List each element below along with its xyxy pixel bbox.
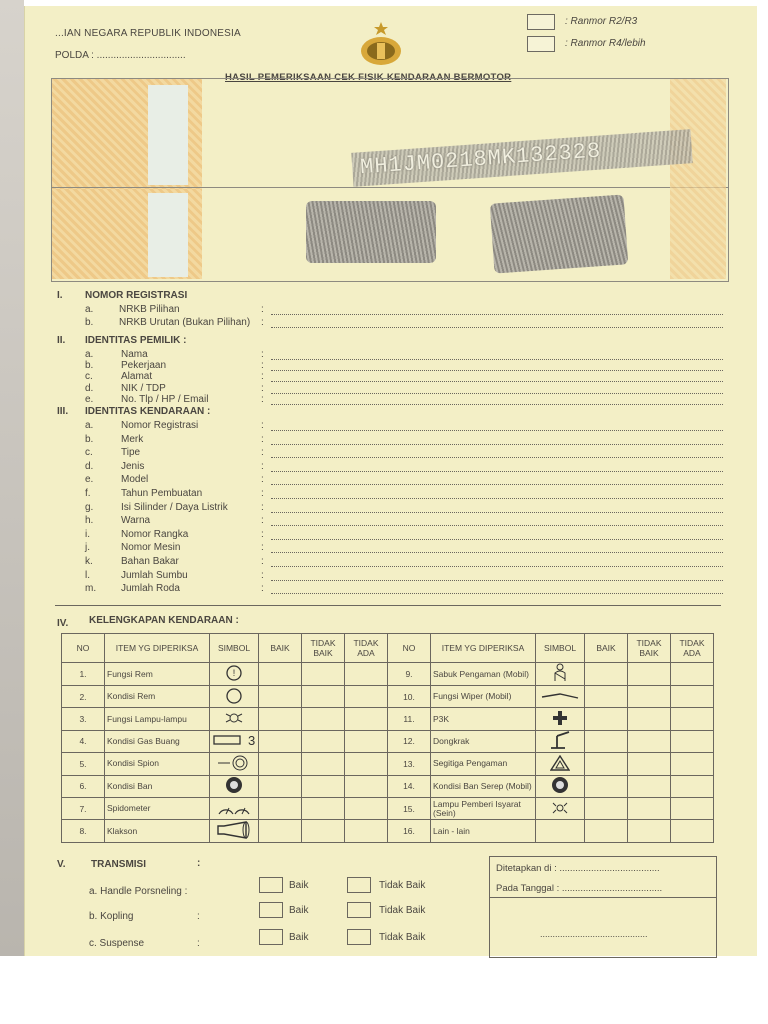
spion-icon xyxy=(210,753,259,775)
row-tidak-baik-cell[interactable] xyxy=(302,730,345,752)
section-1-title: NOMOR REGISTRASI xyxy=(85,290,188,301)
table-row xyxy=(62,686,714,708)
row-baik-cell[interactable] xyxy=(585,753,628,775)
row-tidak-baik-cell[interactable] xyxy=(302,708,345,730)
polda-field: POLDA : ................................ xyxy=(55,50,186,61)
s3-item-colon: : xyxy=(261,488,264,499)
header-item: ITEM YG DIPERIKSA xyxy=(105,634,210,663)
row-tidak-ada-cell[interactable] xyxy=(671,753,714,775)
row-no: 7. xyxy=(62,797,105,819)
row-baik-cell[interactable] xyxy=(585,730,628,752)
s2-item-field[interactable] xyxy=(271,404,723,405)
row-tidak-ada-cell[interactable] xyxy=(345,663,388,686)
s2-item-letter: d. xyxy=(85,382,94,394)
ban-icon xyxy=(210,775,259,797)
row-tidak-ada-cell[interactable] xyxy=(345,753,388,775)
ban-icon xyxy=(536,775,585,797)
empty-icon xyxy=(536,820,585,842)
s2-item-colon: : xyxy=(261,349,264,360)
row-baik-cell[interactable] xyxy=(259,663,302,686)
s3-item-field[interactable] xyxy=(271,566,723,567)
table-row xyxy=(62,797,714,819)
s3-item-label: Tipe xyxy=(121,447,141,459)
s3-item-letter: d. xyxy=(85,460,94,472)
header-symbol-2: SIMBOL xyxy=(536,634,585,663)
s3-item-label: Jenis xyxy=(121,460,145,472)
row-tidak-baik-cell[interactable] xyxy=(628,753,671,775)
row-no: 8. xyxy=(62,820,105,842)
header-symbol: SIMBOL xyxy=(210,634,259,663)
row-baik-cell[interactable] xyxy=(585,775,628,797)
row-tidak-baik-cell[interactable] xyxy=(302,797,345,819)
s3-item-field[interactable] xyxy=(271,580,723,581)
s3-item-colon: : xyxy=(261,474,264,486)
row-item: Kondisi Gas Buang xyxy=(105,730,210,752)
s3-item-label: Nomor Mesin xyxy=(121,542,181,554)
section-1-number: I. xyxy=(57,290,63,301)
row-baik-cell[interactable] xyxy=(585,708,628,730)
svg-text:3: 3 xyxy=(248,733,256,749)
tidak-baik-checkbox[interactable] xyxy=(347,929,371,945)
s2-item-field[interactable] xyxy=(271,381,723,382)
row-item: Kondisi Spion xyxy=(105,753,210,775)
row-item: Segitiga Pengaman xyxy=(431,753,536,775)
s3-item-label: Jumlah Sumbu xyxy=(121,569,188,581)
s3-item-field[interactable] xyxy=(271,471,723,472)
row-item: P3K xyxy=(431,708,536,730)
section-5-colon: : xyxy=(197,858,201,869)
s2-item-letter: a. xyxy=(85,349,94,360)
row-no: 6. xyxy=(62,775,105,797)
gas-icon xyxy=(210,730,259,752)
signature-line: ........................................... xyxy=(540,929,648,939)
row-baik-cell[interactable] xyxy=(259,753,302,775)
section-4-title: KELENGKAPAN KENDARAAN : xyxy=(89,615,239,626)
row-tidak-ada-cell[interactable] xyxy=(671,708,714,730)
s2-item-label: Pekerjaan xyxy=(121,360,167,372)
row-tidak-baik-cell[interactable] xyxy=(302,663,345,686)
section-5-title: TRANSMISI xyxy=(91,859,146,870)
s1-item-letter: a. xyxy=(85,304,94,315)
s3-item-colon: : xyxy=(261,556,264,567)
transmisi-item-label: b. Kopling xyxy=(89,911,134,922)
signature-divider xyxy=(490,897,716,898)
row-no: 16. xyxy=(388,820,431,842)
baik-label: Baik xyxy=(289,905,309,916)
s2-item-letter: b. xyxy=(85,360,94,372)
section-3-number: III. xyxy=(57,406,69,417)
row-tidak-ada-cell[interactable] xyxy=(345,686,388,708)
transmisi-item-colon: : xyxy=(197,911,200,922)
row-tidak-baik-cell[interactable] xyxy=(302,753,345,775)
row-no: 9. xyxy=(388,663,431,686)
s3-item-field[interactable] xyxy=(271,430,723,431)
transmisi-item-colon: : xyxy=(197,938,200,949)
table-row xyxy=(62,663,714,686)
s3-item-letter: g. xyxy=(85,501,94,513)
s3-item-field[interactable] xyxy=(271,552,723,553)
header-tidak-ada: TIDAK ADA xyxy=(345,634,388,663)
s2-item-label: NIK / TDP xyxy=(121,382,166,394)
s3-item-letter: k. xyxy=(85,556,93,567)
org-name: ...IAN NEGARA REPUBLIK INDONESIA xyxy=(55,28,241,39)
spido-icon xyxy=(210,797,259,819)
p3k-icon xyxy=(536,708,585,730)
baik-checkbox[interactable] xyxy=(259,929,283,945)
s3-item-label: Model xyxy=(121,474,149,486)
s3-item-field[interactable] xyxy=(271,539,723,540)
row-no: 10. xyxy=(388,686,431,708)
table-header-row xyxy=(62,634,714,663)
engine-number-rubbing-1 xyxy=(306,201,436,263)
row-baik-cell[interactable] xyxy=(585,663,628,686)
s3-item-field[interactable] xyxy=(271,444,723,445)
frame-number-rubbing xyxy=(351,129,693,187)
tanggal-field: Pada Tanggal : ...................................... xyxy=(496,883,663,894)
row-tidak-ada-cell[interactable] xyxy=(671,663,714,686)
row-no: 14. xyxy=(388,775,431,797)
s2-item-label: Nama xyxy=(121,349,148,360)
s2-item-letter: c. xyxy=(85,371,93,383)
s3-item-colon: : xyxy=(261,433,264,445)
svg-text:!: ! xyxy=(232,668,236,678)
row-tidak-ada-cell[interactable] xyxy=(671,797,714,819)
row-tidak-ada-cell[interactable] xyxy=(345,775,388,797)
lampu-icon xyxy=(210,708,259,730)
s2-item-label: Alamat xyxy=(121,371,153,383)
header-baik: BAIK xyxy=(259,634,302,663)
row-no: 11. xyxy=(388,708,431,730)
tidak-baik-label: Tidak Baik xyxy=(379,905,426,916)
s3-item-label: Warna xyxy=(121,515,151,527)
wiper-icon xyxy=(536,686,585,708)
s1-item-colon: : xyxy=(261,304,264,315)
s3-item-colon: : xyxy=(261,447,264,459)
table-row xyxy=(62,753,714,775)
ranmor-r2-checkbox[interactable] xyxy=(527,14,555,30)
row-tidak-baik-cell[interactable] xyxy=(628,730,671,752)
row-no: 3. xyxy=(62,708,105,730)
segitiga-icon xyxy=(536,753,585,775)
row-item: Kondisi Rem xyxy=(105,686,210,708)
row-item: Fungsi Rem xyxy=(105,663,210,686)
s3-item-field[interactable] xyxy=(271,512,723,513)
baik-checkbox[interactable] xyxy=(259,902,283,918)
row-no: 4. xyxy=(62,730,105,752)
ranmor-r4-checkbox[interactable] xyxy=(527,36,555,52)
row-no: 15. xyxy=(388,797,431,819)
row-baik-cell[interactable] xyxy=(259,730,302,752)
row-baik-cell[interactable] xyxy=(259,797,302,819)
row-baik-cell[interactable] xyxy=(259,820,302,842)
document-page xyxy=(24,6,757,956)
row-tidak-baik-cell[interactable] xyxy=(302,820,345,842)
s3-item-label: Bahan Bakar xyxy=(121,556,179,567)
s2-item-field[interactable] xyxy=(271,393,723,394)
rem-icon xyxy=(210,663,259,686)
s1-item-field[interactable] xyxy=(271,314,723,315)
tidak-baik-label: Tidak Baik xyxy=(379,880,426,891)
s3-item-colon: : xyxy=(261,420,264,431)
row-item: Klakson xyxy=(105,820,210,842)
s3-item-field[interactable] xyxy=(271,525,723,526)
s3-item-colon: : xyxy=(261,583,264,595)
security-pattern-right xyxy=(670,79,726,279)
row-no: 2. xyxy=(62,686,105,708)
row-tidak-baik-cell[interactable] xyxy=(628,663,671,686)
row-item: Lain - lain xyxy=(431,820,536,842)
row-item: Dongkrak xyxy=(431,730,536,752)
tidak-baik-label: Tidak Baik xyxy=(379,932,426,943)
row-tidak-baik-cell[interactable] xyxy=(628,820,671,842)
transmisi-item-label: a. Handle Porsneling : xyxy=(89,886,188,897)
sabuk-icon xyxy=(536,663,585,686)
table-row xyxy=(62,775,714,797)
s3-item-field[interactable] xyxy=(271,457,723,458)
s2-item-label: No. Tlp / HP / Email xyxy=(121,393,209,405)
s3-item-colon: : xyxy=(261,501,264,513)
sein-icon xyxy=(536,797,585,819)
transmisi-item-label: c. Suspense xyxy=(89,938,145,949)
section-4-number: IV. xyxy=(57,618,69,629)
s2-item-letter: e. xyxy=(85,393,94,405)
s3-item-letter: c. xyxy=(85,447,93,459)
s3-item-colon: : xyxy=(261,569,264,581)
s2-item-colon: : xyxy=(261,371,264,383)
row-tidak-baik-cell[interactable] xyxy=(628,797,671,819)
hologram-strip xyxy=(148,85,188,185)
row-tidak-ada-cell[interactable] xyxy=(345,797,388,819)
row-no: 13. xyxy=(388,753,431,775)
s2-item-field[interactable] xyxy=(271,370,723,371)
row-baik-cell[interactable] xyxy=(585,820,628,842)
header-no: NO xyxy=(62,634,105,663)
hologram-strip-2 xyxy=(148,193,188,277)
row-baik-cell[interactable] xyxy=(585,797,628,819)
s3-item-colon: : xyxy=(261,528,264,540)
s3-item-letter: b. xyxy=(85,433,94,445)
row-tidak-baik-cell[interactable] xyxy=(302,686,345,708)
row-item: Fungsi Lampu-lampu xyxy=(105,708,210,730)
s3-item-letter: m. xyxy=(85,583,97,595)
row-item: Fungsi Wiper (Mobil) xyxy=(431,686,536,708)
form-title: HASIL PEMERIKSAAN CEK FISIK KENDARAAN BERMOTOR xyxy=(225,72,512,83)
s1-item-label: NRKB Urutan (Bukan Pilihan) xyxy=(119,317,251,328)
row-tidak-baik-cell[interactable] xyxy=(628,775,671,797)
engine-number-rubbing-2 xyxy=(490,194,629,273)
s2-item-colon: : xyxy=(261,393,264,405)
s3-item-letter: f. xyxy=(85,488,91,499)
s3-item-label: Nomor Registrasi xyxy=(121,420,199,431)
header-no-2: NO xyxy=(388,634,431,663)
s3-item-letter: j. xyxy=(85,542,90,554)
police-emblem-icon xyxy=(355,20,407,68)
row-baik-cell[interactable] xyxy=(259,686,302,708)
row-tidak-baik-cell[interactable] xyxy=(302,775,345,797)
s3-item-colon: : xyxy=(261,515,264,527)
row-tidak-ada-cell[interactable] xyxy=(345,708,388,730)
tidak-baik-checkbox[interactable] xyxy=(347,877,371,893)
section-2-title: IDENTITAS PEMILIK : xyxy=(85,335,187,346)
ranmor-r4-label: : Ranmor R4/lebih xyxy=(565,38,646,49)
s3-item-letter: l. xyxy=(85,569,90,581)
row-item: Kondisi Ban Serep (Mobil) xyxy=(431,775,536,797)
row-item: Spidometer xyxy=(105,797,210,819)
row-tidak-ada-cell[interactable] xyxy=(671,730,714,752)
s1-item-field[interactable] xyxy=(271,327,723,328)
row-item: Lampu Pemberi Isyarat (Sein) xyxy=(431,797,536,819)
section-5-number: V. xyxy=(57,859,66,870)
s3-item-field[interactable] xyxy=(271,498,723,499)
s2-item-colon: : xyxy=(261,360,264,372)
background-edge xyxy=(0,0,24,956)
s3-item-field[interactable] xyxy=(271,593,723,594)
s3-item-label: Jumlah Roda xyxy=(121,583,180,595)
table-row xyxy=(62,730,714,752)
s3-item-letter: e. xyxy=(85,474,94,486)
s2-item-colon: : xyxy=(261,382,264,394)
row-baik-cell[interactable] xyxy=(585,686,628,708)
ditetapkan-field: Ditetapkan di : ...................................... xyxy=(496,863,660,874)
equipment-table xyxy=(61,633,714,843)
header-tidak-ada-2: TIDAK ADA xyxy=(671,634,714,663)
row-item: Sabuk Pengaman (Mobil) xyxy=(431,663,536,686)
row-tidak-ada-cell[interactable] xyxy=(345,820,388,842)
row-tidak-baik-cell[interactable] xyxy=(628,686,671,708)
baik-label: Baik xyxy=(289,880,309,891)
dongkrak-icon xyxy=(536,730,585,752)
row-tidak-ada-cell[interactable] xyxy=(671,820,714,842)
s3-item-colon: : xyxy=(261,542,264,554)
s3-item-colon: : xyxy=(261,460,264,472)
row-no: 5. xyxy=(62,753,105,775)
s3-item-letter: h. xyxy=(85,515,94,527)
s3-item-letter: a. xyxy=(85,420,94,431)
tidak-baik-checkbox[interactable] xyxy=(347,902,371,918)
section-3-title: IDENTITAS KENDARAAN : xyxy=(85,406,211,417)
row-tidak-baik-cell[interactable] xyxy=(628,708,671,730)
signature-box xyxy=(489,856,717,958)
baik-label: Baik xyxy=(289,932,309,943)
section-divider xyxy=(55,605,721,606)
row-tidak-ada-cell[interactable] xyxy=(671,775,714,797)
header-tidak-baik: TIDAK BAIK xyxy=(302,634,345,663)
table-row xyxy=(62,708,714,730)
row-item: Kondisi Ban xyxy=(105,775,210,797)
klakson-icon xyxy=(210,820,259,842)
imprint-divider xyxy=(52,187,728,188)
s3-item-field[interactable] xyxy=(271,484,723,485)
header-baik-2: BAIK xyxy=(585,634,628,663)
row-no: 1. xyxy=(62,663,105,686)
section-2-number: II. xyxy=(57,335,66,346)
s3-item-label: Nomor Rangka xyxy=(121,528,189,540)
kondisi-rem-icon xyxy=(210,686,259,708)
s3-item-label: Isi Silinder / Daya Listrik xyxy=(121,501,228,513)
s3-item-letter: i. xyxy=(85,528,90,540)
imprint-area xyxy=(51,78,729,282)
row-no: 12. xyxy=(388,730,431,752)
baik-checkbox[interactable] xyxy=(259,877,283,893)
ranmor-r2-label: : Ranmor R2/R3 xyxy=(565,16,638,27)
header-item-2: ITEM YG DIPERIKSA xyxy=(431,634,536,663)
s1-item-letter: b. xyxy=(85,317,94,328)
s2-item-field[interactable] xyxy=(271,359,723,360)
s3-item-label: Merk xyxy=(121,433,144,445)
row-baik-cell[interactable] xyxy=(259,775,302,797)
table-row xyxy=(62,820,714,842)
s3-item-label: Tahun Pembuatan xyxy=(121,488,203,499)
header-tidak-baik-2: TIDAK BAIK xyxy=(628,634,671,663)
row-tidak-ada-cell[interactable] xyxy=(345,730,388,752)
frame-number-text: MH1JM0218MK132328 xyxy=(359,138,603,181)
s1-item-label: NRKB Pilihan xyxy=(119,304,180,315)
row-tidak-ada-cell[interactable] xyxy=(671,686,714,708)
row-baik-cell[interactable] xyxy=(259,708,302,730)
s1-item-colon: : xyxy=(261,317,264,328)
